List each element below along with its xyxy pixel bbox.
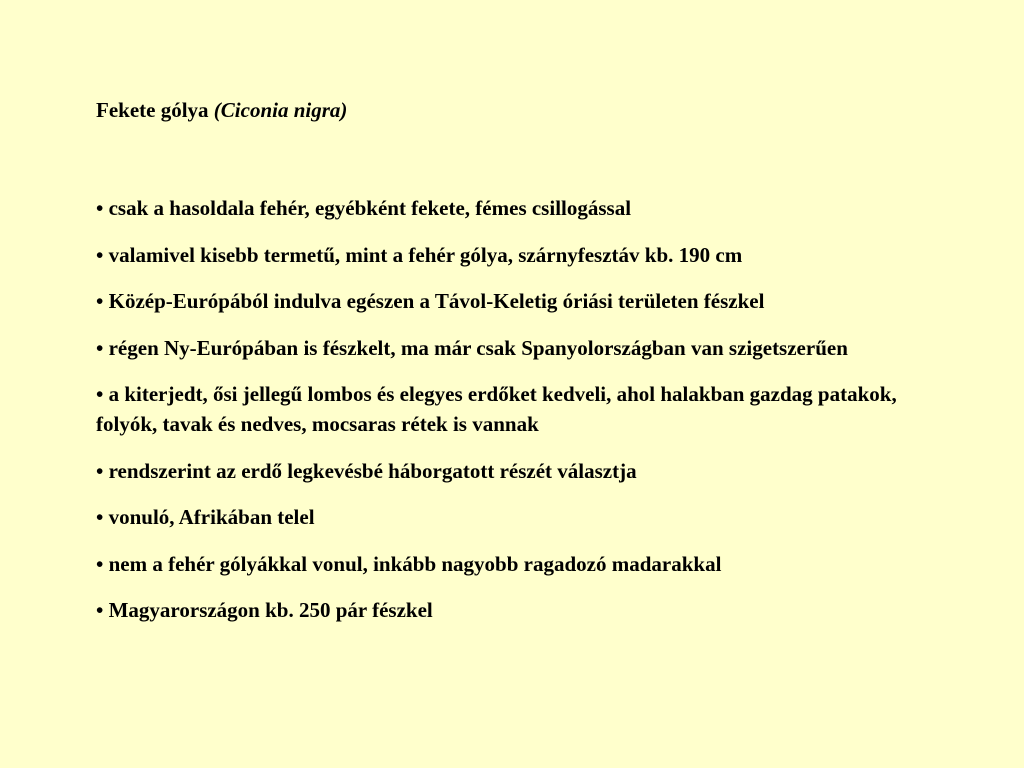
bullet-marker: • [96,505,104,529]
bullet-item [96,595,926,625]
bullet-text: Közép-Európából indulva egészen a Távol-Keletig óriási területen fészkel [108,289,765,313]
bullet-text: csak a hasoldala fehér, egyébként fekete, fémes csillogással [108,196,632,220]
bullet-marker: • [96,335,104,360]
bullet-text: rendszerint az erdő legkevésbé háborgatott részét választja [108,458,637,483]
bullet-item [96,502,926,532]
bullet-marker: • [96,242,104,267]
bullet-list [96,193,926,642]
bullet-item [96,240,926,270]
bullet-item [96,286,926,316]
bullet-item [96,379,926,439]
bullet-marker: • [96,382,104,406]
slide-title [96,95,347,125]
bullet-item [96,456,926,486]
bullet-marker: • [96,551,104,576]
title-common-name: Fekete gólya [96,98,209,122]
bullet-marker: • [96,289,104,313]
bullet-marker: • [96,458,104,483]
bullet-text: vonuló, Afrikában telel [108,505,315,529]
bullet-marker: • [96,196,104,220]
bullet-item [96,549,926,579]
bullet-marker: • [96,598,104,622]
bullet-item [96,193,926,223]
bullet-text: nem a fehér gólyákkal vonul, inkább nagyobb ragadozó madarakkal [108,551,722,576]
title-latin-name: (Ciconia nigra) [213,98,348,122]
bullet-text: régen Ny-Európában is fészkelt, ma már csak Spanyolországban van szigetszerűen [108,335,848,360]
bullet-item [96,333,926,363]
bullet-text: Magyarországon kb. 250 pár fészkel [108,598,433,622]
bullet-text: a kiterjedt, ősi jellegű lombos és elegyes erdőket kedveli, ahol halakban gazdag patakok, folyók, tavak és nedves, mocsaras rétek is vannak [96,382,897,436]
bullet-text: valamivel kisebb termetű, mint a fehér gólya, szárnyfesztáv kb. 190 cm [108,242,743,267]
